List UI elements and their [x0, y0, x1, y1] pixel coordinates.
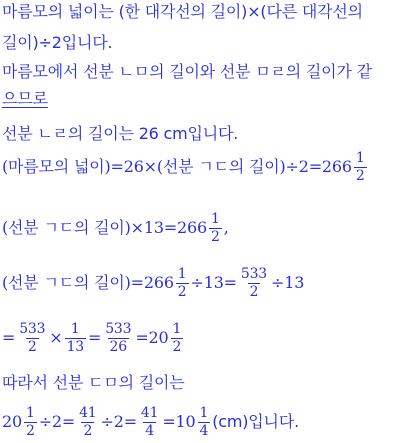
line-diagonal-solve [2, 266, 304, 301]
fraction [17, 321, 47, 356]
fraction [354, 150, 367, 185]
diagonal-equation-text: (선분 ㄱㄷ의 길이)×13=266 [2, 218, 207, 237]
denominator: 2 [25, 423, 35, 439]
operator-text: ÷2= [38, 412, 76, 431]
denominator: 26 [109, 339, 127, 355]
denominator: 2 [210, 229, 220, 245]
denominator: 2 [249, 284, 259, 300]
line-segment-length: 선분 ㄴㄹ의 길이는 26 cm입니다. [2, 124, 239, 143]
line-rhombus-area-formula: 마름모의 넓이는 (한 대각선의 길이)×(다른 대각선의 [2, 2, 363, 21]
numerator: 533 [240, 266, 268, 282]
denominator: 4 [199, 423, 209, 439]
line-formula-continued: 길이)÷2입니다. [2, 33, 113, 52]
denominator: 2 [172, 339, 182, 355]
denominator: 2 [83, 423, 93, 439]
operator-text: =10 [162, 412, 196, 431]
numerator: 533 [19, 321, 46, 337]
area-equation-text: (마름모의 넓이)=26×(선분 ㄱㄷ의 길이)÷2=266 [2, 157, 352, 176]
numerator: 1 [210, 211, 220, 227]
number-text: 20 [2, 412, 22, 431]
numerator: 1 [355, 150, 365, 166]
diagonal-solve-text: (선분 ㄱㄷ의 길이)=266 [2, 273, 174, 292]
fraction [209, 211, 222, 246]
denominator: 2 [27, 339, 37, 355]
unit-text: (cm)입니다. [212, 412, 299, 431]
line-equal-segments: 마름모에서 선분 ㄴㅁ의 길이와 선분 ㅁㄹ의 길이가 같 [2, 62, 372, 81]
operator-text: ÷2= [100, 412, 137, 431]
fraction [176, 266, 189, 301]
numerator: 1 [177, 266, 187, 282]
denominator: 13 [66, 339, 84, 355]
numerator: 41 [79, 405, 97, 421]
line-final-answer [2, 405, 299, 440]
numerator: 1 [172, 321, 182, 337]
numerator: 41 [140, 405, 159, 421]
line-diagonal-equation [2, 211, 229, 246]
numerator: 1 [25, 405, 35, 421]
line-area-equation [2, 150, 369, 185]
fraction [139, 405, 160, 440]
fraction [171, 321, 184, 356]
denominator: 2 [355, 168, 365, 184]
numerator: 1 [199, 405, 209, 421]
operator-text: ÷13= [190, 273, 237, 292]
fraction [77, 405, 98, 440]
numerator: 1 [70, 321, 80, 337]
fraction [239, 266, 269, 301]
denominator: 4 [145, 423, 154, 439]
fraction [24, 405, 37, 440]
fraction [103, 321, 133, 356]
fraction [65, 321, 86, 356]
denominator: 2 [177, 284, 187, 300]
comma: , [223, 218, 229, 237]
operator-text: = [87, 328, 102, 347]
fraction [198, 405, 211, 440]
operator-text: =20 [135, 328, 169, 347]
operator-text: × [49, 328, 63, 347]
numerator: 533 [105, 321, 132, 337]
operator-text: ÷13 [271, 273, 305, 292]
line-therefore: 으므로 [2, 89, 48, 108]
operator-text: = [2, 328, 16, 347]
line-diagonal-result [2, 321, 185, 356]
line-conclusion-intro: 따라서 선분 ㄷㅁ의 길이는 [2, 373, 185, 392]
